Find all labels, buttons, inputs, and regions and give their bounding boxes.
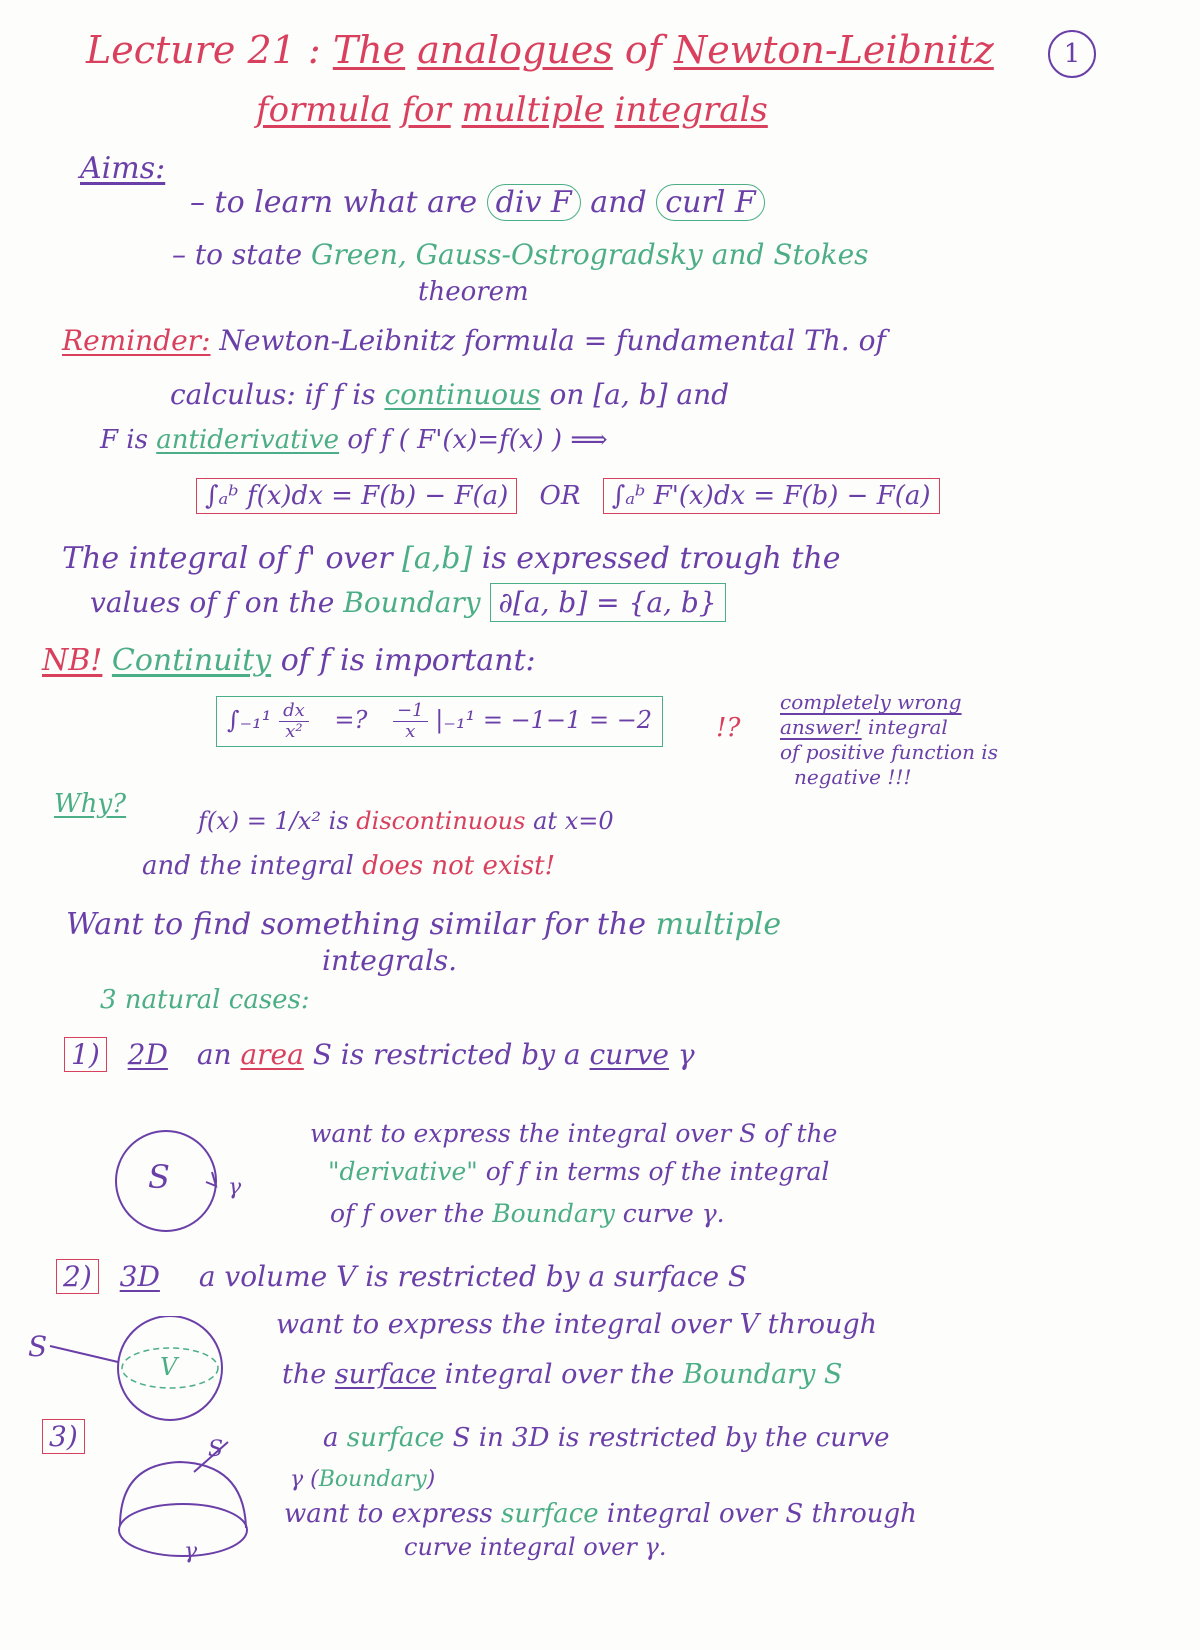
case-3-a: a bbox=[323, 1423, 339, 1453]
nb-note-line-2 bbox=[780, 715, 998, 740]
does-not-exist: does not exist! bbox=[362, 851, 556, 881]
nb-line bbox=[42, 644, 536, 677]
case-3-number: 3) bbox=[42, 1419, 85, 1454]
or-word: OR bbox=[539, 481, 581, 511]
case-1-gamma: γ bbox=[677, 1038, 695, 1071]
aims-item-2 bbox=[172, 240, 869, 271]
nb-note-integral: integral bbox=[867, 715, 948, 739]
nb-frac2-den: x bbox=[405, 720, 416, 742]
title-prefix: Lecture 21 : bbox=[86, 28, 321, 72]
case-1-desc-1: want to express the integral over S of the bbox=[310, 1119, 838, 1148]
case-1-an: an bbox=[196, 1038, 232, 1071]
case-3-desc-1 bbox=[284, 1500, 917, 1529]
title-analogues: analogues bbox=[417, 28, 613, 72]
case-3-surface-outline bbox=[120, 1462, 246, 1528]
case-1-area: area bbox=[240, 1038, 304, 1071]
case-1-dim: 2D bbox=[127, 1038, 168, 1071]
title-multiple: multiple bbox=[461, 90, 604, 130]
case-1-figure-s: S bbox=[148, 1158, 170, 1196]
why-line-1 bbox=[198, 808, 614, 834]
case-1-line bbox=[64, 1040, 695, 1071]
case-3-gamma-open: γ ( bbox=[290, 1467, 319, 1492]
case-3-close: ) bbox=[426, 1467, 436, 1492]
title-for: for bbox=[401, 90, 451, 130]
case-3-desc-2: curve integral over γ. bbox=[404, 1533, 667, 1561]
nb-fraction-1 bbox=[279, 701, 309, 742]
reminder-label: Reminder: bbox=[62, 324, 211, 357]
nb-note-answer: answer! bbox=[780, 715, 862, 739]
case-1-desc-3-b: curve γ. bbox=[622, 1199, 725, 1228]
why-label: Why? bbox=[54, 789, 127, 819]
reminder-line-2 bbox=[170, 380, 729, 411]
antiderivative-word: antiderivative bbox=[156, 425, 340, 455]
nb-frac1-den: x² bbox=[285, 720, 303, 742]
case-2-sphere-figure bbox=[20, 1316, 260, 1426]
case-2-arrow bbox=[50, 1346, 118, 1362]
boundary-word: Boundary bbox=[343, 586, 481, 619]
integral-line-1-b: is expressed trough the bbox=[481, 541, 841, 576]
case-1-circle-figure bbox=[108, 1126, 248, 1236]
continuous-word: continuous bbox=[384, 378, 541, 411]
reminder-line-2-b: on [a, b] and bbox=[549, 378, 730, 411]
case-2-figure-v: V bbox=[160, 1353, 178, 1381]
case-2-surface: surface bbox=[334, 1359, 437, 1390]
case-1-desc-3-a: of f over the bbox=[330, 1199, 485, 1228]
case-1-desc-2 bbox=[328, 1158, 829, 1186]
case-3-desc-1-a: want to express bbox=[284, 1499, 493, 1529]
case-2-figure-s: S bbox=[28, 1330, 48, 1363]
case-3-figure-gamma: γ bbox=[184, 1539, 198, 1564]
interval-word: [a,b] bbox=[402, 541, 473, 576]
case-2-dim: 3D bbox=[119, 1260, 160, 1293]
why-line-1-a: f(x) = 1/x² is bbox=[198, 807, 349, 835]
case-2-desc-2-a: the bbox=[282, 1359, 327, 1390]
reminder-line-1 bbox=[62, 326, 886, 357]
want-line-2: integrals. bbox=[322, 944, 458, 977]
nb-note-line-1: completely wrong bbox=[780, 690, 962, 714]
theorem-names: Green, Gauss-Ostrogradsky and Stokes bbox=[310, 238, 869, 271]
multiple-word: multiple bbox=[655, 907, 782, 942]
why-line-1-b: at x=0 bbox=[533, 807, 614, 835]
title-integrals: integrals bbox=[614, 90, 768, 130]
case-3-line-2 bbox=[290, 1468, 435, 1492]
newton-leibnitz-formulas bbox=[196, 482, 940, 511]
aims-theorem: theorem bbox=[418, 277, 529, 307]
case-3-figure-s: S bbox=[208, 1437, 224, 1462]
case-1-desc-3 bbox=[330, 1200, 725, 1228]
case-1-boundary: Boundary bbox=[492, 1199, 615, 1228]
title-newton-leibnitz: Newton-Leibnitz bbox=[673, 28, 994, 72]
title-formula: formula bbox=[256, 90, 391, 130]
case-1-desc-2-rest: of f in terms of the integral bbox=[485, 1157, 830, 1186]
continuity-word: Continuity bbox=[111, 643, 272, 678]
case-2-line bbox=[56, 1262, 747, 1293]
case-2-boundary: Boundary S bbox=[682, 1359, 843, 1390]
aims-item-1-text: – to learn what are bbox=[190, 185, 478, 220]
case-3-surface-figure bbox=[108, 1436, 258, 1568]
nb-rest: of f is important: bbox=[280, 643, 536, 678]
aims-item-2-text: – to state bbox=[172, 238, 303, 271]
derivative-word: "derivative" bbox=[328, 1157, 478, 1186]
aims-heading: Aims: bbox=[80, 151, 166, 186]
title-the: The bbox=[332, 28, 406, 72]
reminder-line-3-a: F is bbox=[100, 425, 148, 455]
why-line-2 bbox=[142, 852, 555, 881]
div-f-oval: div F bbox=[487, 184, 581, 221]
case-3-boundary-curve bbox=[119, 1504, 247, 1556]
case-3-line-1-b: S in 3D is restricted by the curve bbox=[452, 1423, 890, 1453]
formula-box-2: ∫ₐᵇ F'(x)dx = F(b) − F(a) bbox=[603, 478, 940, 514]
reminder-line-3 bbox=[100, 426, 608, 455]
integral-line-2 bbox=[90, 588, 726, 619]
case-2-number: 2) bbox=[56, 1259, 99, 1294]
reminder-line-2-a: calculus: if f is bbox=[170, 378, 376, 411]
case-1-text: S is restricted by a bbox=[312, 1038, 581, 1071]
nb-note-line-4: negative !!! bbox=[794, 765, 912, 789]
title-line-2 bbox=[256, 92, 768, 129]
case-3-boundary: Boundary bbox=[318, 1467, 427, 1492]
nb-eq: =? bbox=[334, 705, 368, 734]
case-1-arrow bbox=[206, 1172, 216, 1186]
reminder-line-3-b: of f ( F'(x)=f(x) ) ⟹ bbox=[347, 425, 608, 455]
case-1-curve: curve bbox=[589, 1038, 670, 1071]
nb-fraction-2 bbox=[393, 701, 428, 742]
title-of: of bbox=[624, 28, 662, 72]
case-2-desc-2-b: integral over the bbox=[444, 1359, 675, 1390]
curl-f-oval: curl F bbox=[656, 184, 764, 221]
reminder-line-1-text: Newton-Leibnitz formula = fundamental Th. of bbox=[219, 324, 886, 357]
case-1-number: 1) bbox=[64, 1037, 107, 1072]
integral-line-2-a: values of f on the bbox=[90, 586, 335, 619]
case-1-figure-gamma: γ bbox=[228, 1175, 242, 1200]
want-line-1 bbox=[66, 908, 781, 941]
boundary-box: ∂[a, b] = {a, b} bbox=[490, 583, 726, 622]
formula-box-1: ∫ₐᵇ f(x)dx = F(b) − F(a) bbox=[196, 478, 517, 514]
aims-item-1 bbox=[190, 186, 765, 219]
title-line-1 bbox=[86, 30, 994, 72]
case-3-desc-surface: surface bbox=[501, 1499, 599, 1529]
nb-note bbox=[780, 690, 998, 790]
integral-line-1-a: The integral of f' over bbox=[62, 541, 393, 576]
nb-integral-sign: ∫₋₁¹ bbox=[227, 705, 272, 734]
want-line-1-a: Want to find something similar for the bbox=[66, 907, 647, 942]
page-number: 1 bbox=[1048, 30, 1096, 78]
integral-line-1 bbox=[62, 542, 841, 575]
nb-marks: !? bbox=[716, 713, 741, 743]
case-2-desc-1: want to express the integral over V through bbox=[276, 1309, 878, 1340]
nb-note-line-3: of positive function is bbox=[780, 740, 998, 764]
nb-frac2-num: −1 bbox=[393, 701, 428, 722]
nb-formula bbox=[216, 696, 663, 747]
case-2-text: a volume V is restricted by a surface S bbox=[198, 1260, 748, 1293]
cases-heading: 3 natural cases: bbox=[100, 985, 310, 1015]
discontinuous-word: discontinuous bbox=[356, 807, 526, 835]
case-3-desc-1-b: integral over S through bbox=[606, 1499, 917, 1529]
nb-label: NB! bbox=[42, 643, 103, 678]
nb-frac1-num: dx bbox=[279, 701, 309, 722]
aims-and: and bbox=[590, 185, 647, 220]
why-line-2-a: and the integral bbox=[142, 851, 354, 881]
case-3-surface: surface bbox=[346, 1423, 445, 1453]
nb-eval: |₋₁¹ = −1−1 = −2 bbox=[435, 705, 653, 734]
case-2-desc-2 bbox=[282, 1360, 842, 1390]
